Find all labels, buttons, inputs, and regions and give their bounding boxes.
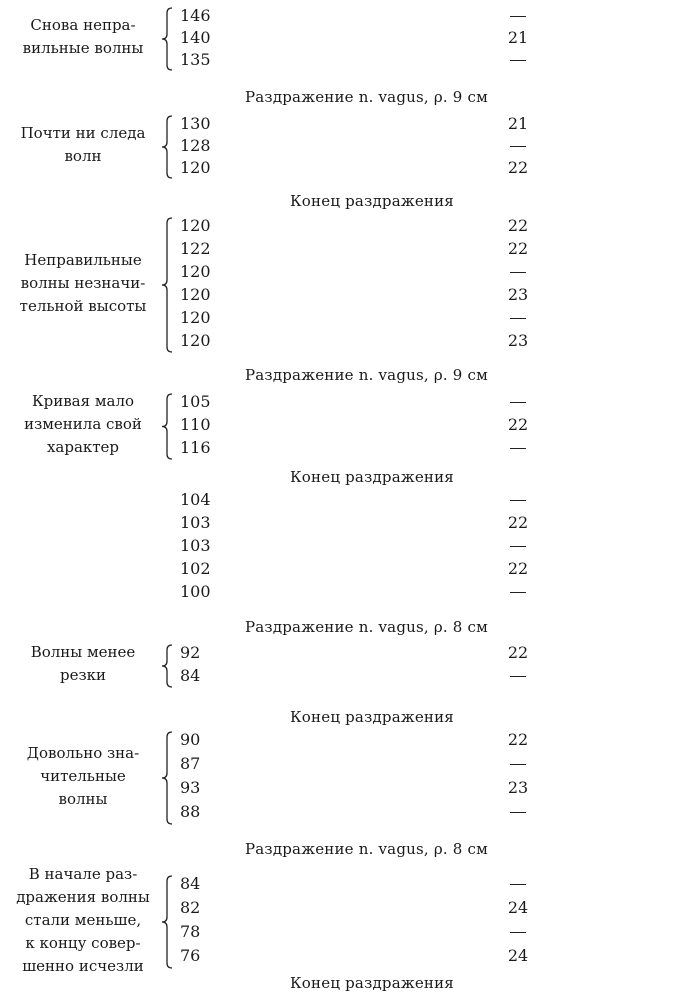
wave-value: 21: [507, 114, 529, 133]
wave-value: 22: [507, 513, 529, 532]
empty-value-dash: [510, 16, 526, 17]
section-heading: Раздражение n. vagus, ρ. 9 см: [245, 88, 488, 106]
row-annotation: [8, 390, 158, 459]
empty-value-dash: [510, 402, 526, 403]
annotation-line: волн: [64, 147, 102, 165]
pulse-value: 128: [180, 136, 211, 155]
pulse-value: 93: [180, 778, 201, 797]
wave-value: 21: [507, 28, 529, 47]
annotation-line: стали меньше,: [24, 910, 142, 929]
annotation-line: Снова непра-: [30, 16, 136, 34]
pulse-value: 103: [180, 513, 211, 532]
pulse-value: 82: [180, 898, 201, 917]
curly-brace: [160, 115, 174, 179]
section-heading: Раздражение n. vagus, ρ. 8 см: [245, 840, 488, 858]
wave-value: 24: [507, 946, 529, 965]
pulse-value: 135: [180, 50, 211, 69]
annotation-line: чительные: [40, 766, 126, 785]
row-annotation: [8, 122, 158, 168]
annotation-line: изменила свой: [24, 415, 142, 433]
annotation-line: В начале раз-: [28, 864, 138, 883]
section-heading: Раздражение n. vagus, ρ. 8 см: [245, 618, 488, 636]
empty-value-dash: [510, 812, 526, 813]
pulse-value: 122: [180, 239, 211, 258]
pulse-value: 104: [180, 490, 211, 509]
annotation-line: шенно исчезли: [22, 956, 144, 975]
annotation-line: Довольно зна-: [26, 743, 140, 762]
pulse-value: 140: [180, 28, 211, 47]
curly-brace: [160, 875, 174, 969]
annotation-line: дражения волны: [16, 887, 150, 906]
pulse-value: 100: [180, 582, 211, 601]
wave-value: 22: [507, 643, 529, 662]
annotation-line: резки: [59, 666, 107, 684]
pulse-value: 88: [180, 802, 201, 821]
wave-value: 22: [507, 730, 529, 749]
pulse-value: 103: [180, 536, 211, 555]
section-heading: Конец раздражения: [290, 468, 454, 486]
pulse-value: 105: [180, 392, 211, 411]
annotation-line: Кривая мало: [32, 392, 134, 410]
pulse-value: 120: [180, 158, 211, 177]
wave-value: 22: [507, 415, 529, 434]
pulse-value: 116: [180, 438, 211, 457]
annotation-line: Волны менее: [30, 643, 136, 661]
empty-value-dash: [510, 60, 526, 61]
wave-value: 22: [507, 559, 529, 578]
section-heading: Конец раздражения: [290, 708, 454, 726]
pulse-value: 110: [180, 415, 211, 434]
row-annotation: [8, 249, 158, 318]
section-heading: Раздражение n. vagus, ρ. 9 см: [245, 366, 488, 384]
row-annotation: [8, 641, 158, 687]
pulse-value: 76: [180, 946, 201, 965]
wave-value: 22: [507, 239, 529, 258]
empty-value-dash: [510, 592, 526, 593]
annotation-line: волны: [58, 789, 108, 808]
wave-value: 22: [507, 216, 529, 235]
pulse-value: 84: [180, 874, 201, 893]
empty-value-dash: [510, 146, 526, 147]
wave-value: 23: [507, 331, 529, 350]
empty-value-dash: [510, 500, 526, 501]
pulse-value: 146: [180, 6, 211, 25]
annotation-line: к концу совер-: [25, 933, 141, 952]
empty-value-dash: [510, 932, 526, 933]
annotation-line: вильные волны: [22, 39, 144, 57]
wave-value: 23: [507, 778, 529, 797]
pulse-value: 120: [180, 285, 211, 304]
pulse-value: 120: [180, 308, 211, 327]
section-heading: Конец раздражения: [290, 192, 454, 210]
pulse-value: 90: [180, 730, 201, 749]
wave-value: 22: [507, 158, 529, 177]
curly-brace: [160, 731, 174, 825]
pulse-value: 120: [180, 216, 211, 235]
pulse-value: 120: [180, 331, 211, 350]
wave-value: 23: [507, 285, 529, 304]
annotation-line: волны незначи-: [20, 273, 146, 292]
pulse-value: 84: [180, 666, 201, 685]
curly-brace: [160, 217, 174, 353]
pulse-value: 130: [180, 114, 211, 133]
annotation-line: Неправильные: [24, 250, 142, 269]
empty-value-dash: [510, 676, 526, 677]
annotation-line: тельной высоты: [19, 296, 147, 315]
empty-value-dash: [510, 764, 526, 765]
curly-brace: [160, 644, 174, 688]
annotation-line: Почти ни следа: [20, 124, 146, 142]
empty-value-dash: [510, 448, 526, 449]
pulse-value: 120: [180, 262, 211, 281]
empty-value-dash: [510, 884, 526, 885]
pulse-value: 92: [180, 643, 201, 662]
row-annotation: [8, 742, 158, 811]
section-heading: Конец раздражения: [290, 974, 454, 992]
pulse-value: 102: [180, 559, 211, 578]
empty-value-dash: [510, 272, 526, 273]
curly-brace: [160, 7, 174, 71]
row-annotation: [8, 863, 158, 978]
pulse-value: 78: [180, 922, 201, 941]
annotation-line: характер: [46, 438, 120, 456]
pulse-value: 87: [180, 754, 201, 773]
row-annotation: [8, 14, 158, 60]
curly-brace: [160, 393, 174, 460]
wave-value: 24: [507, 898, 529, 917]
empty-value-dash: [510, 318, 526, 319]
empty-value-dash: [510, 546, 526, 547]
